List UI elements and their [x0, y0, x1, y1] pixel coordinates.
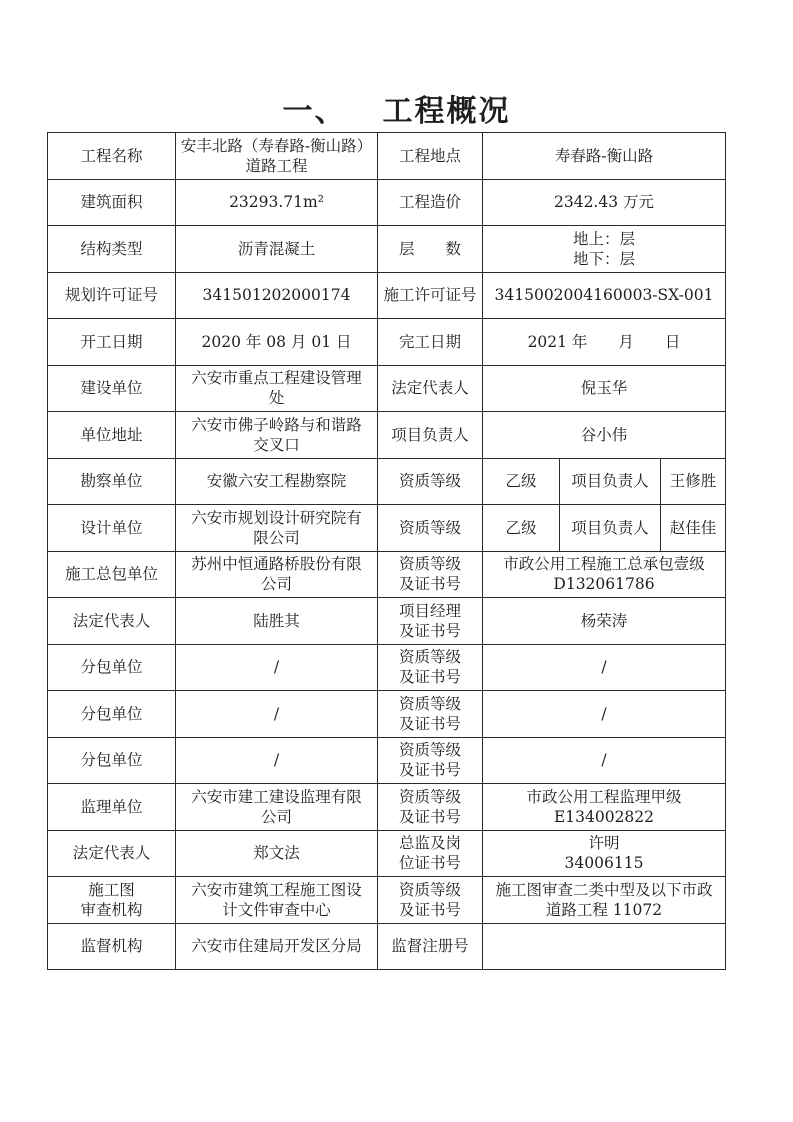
value-floors: 地上：层 地下：层	[483, 226, 726, 273]
value-project-location: 寿春路-衡山路	[483, 133, 726, 180]
row-structure-type	[48, 226, 726, 273]
label-subcontractor: 分包单位	[48, 644, 176, 691]
label-chief-supervisor: 总监及岗 位证书号	[378, 830, 483, 877]
value-general-contractor: 苏州中恒通路桥股份有限 公司	[176, 551, 378, 598]
label-survey-pm: 项目负责人	[560, 458, 661, 505]
value-project-manager: 杨荣涛	[483, 598, 726, 645]
label-survey-unit: 勘察单位	[48, 458, 176, 505]
label-planning-permit: 规划许可证号	[48, 272, 176, 319]
label-start-date: 开工日期	[48, 319, 176, 366]
row-supervision-legal-rep	[48, 830, 726, 877]
label-sub-qualification: 资质等级 及证书号	[378, 644, 483, 691]
label-supervision-qualification: 资质等级 及证书号	[378, 784, 483, 831]
row-project-name	[48, 133, 726, 180]
label-project-manager: 项目经理 及证书号	[378, 598, 483, 645]
label-construction-permit: 施工许可证号	[378, 272, 483, 319]
value-contractor-legal-rep: 陆胜其	[176, 598, 378, 645]
label-design-grade: 资质等级	[378, 505, 483, 552]
row-subcontractor-1	[48, 644, 726, 691]
label-project-lead: 项目负责人	[378, 412, 483, 459]
label-general-contractor: 施工总包单位	[48, 551, 176, 598]
row-supervisory-agency	[48, 923, 726, 970]
value-chief-supervisor: 许明 34006115	[483, 830, 726, 877]
row-planning-permit	[48, 272, 726, 319]
value-contractor-qualification: 市政公用工程施工总承包壹级 D132061786	[483, 551, 726, 598]
value-construction-permit: 3415002004160003-SX-001	[483, 272, 726, 319]
row-survey-unit	[48, 458, 726, 505]
row-developer	[48, 365, 726, 412]
value-survey-pm: 王修胜	[661, 458, 726, 505]
value-building-area: 23293.71m²	[176, 179, 378, 226]
value-supervision-qualification: 市政公用工程监理甲级 E134002822	[483, 784, 726, 831]
value-completion-date: 2021 年 月 日	[483, 319, 726, 366]
row-subcontractor-3	[48, 737, 726, 784]
label-registration-number: 监督注册号	[378, 923, 483, 970]
value-subcontractor: /	[176, 737, 378, 784]
label-survey-grade: 资质等级	[378, 458, 483, 505]
label-supervision-legal-rep: 法定代表人	[48, 830, 176, 877]
label-address: 单位地址	[48, 412, 176, 459]
label-building-area: 建筑面积	[48, 179, 176, 226]
label-structure-type: 结构类型	[48, 226, 176, 273]
row-contractor-legal-rep	[48, 598, 726, 645]
value-project-name: 安丰北路（寿春路-衡山路） 道路工程	[176, 133, 378, 180]
row-building-area	[48, 179, 726, 226]
value-review-qualification: 施工图审查二类中型及以下市政 道路工程 11072	[483, 877, 726, 924]
value-sub-qualification: /	[483, 644, 726, 691]
value-sub-qualification: /	[483, 737, 726, 784]
value-drawing-review: 六安市建筑工程施工图设 计文件审查中心	[176, 877, 378, 924]
row-subcontractor-2	[48, 691, 726, 738]
value-design-unit: 六安市规划设计研究院有 限公司	[176, 505, 378, 552]
value-start-date: 2020 年 08 月 01 日	[176, 319, 378, 366]
value-planning-permit: 341501202000174	[176, 272, 378, 319]
value-structure-type: 沥青混凝土	[176, 226, 378, 273]
label-design-unit: 设计单位	[48, 505, 176, 552]
section-number: 一、	[282, 94, 347, 129]
value-project-lead: 谷小伟	[483, 412, 726, 459]
row-general-contractor	[48, 551, 726, 598]
row-address	[48, 412, 726, 459]
project-overview-table	[47, 132, 726, 970]
label-review-qualification: 资质等级 及证书号	[378, 877, 483, 924]
value-developer: 六安市重点工程建设管理 处	[176, 365, 378, 412]
row-design-unit	[48, 505, 726, 552]
value-survey-grade: 乙级	[483, 458, 560, 505]
row-start-date	[48, 319, 726, 366]
value-design-pm: 赵佳佳	[661, 505, 726, 552]
label-sub-qualification: 资质等级 及证书号	[378, 737, 483, 784]
section-title: 工程概况	[382, 94, 511, 129]
label-developer: 建设单位	[48, 365, 176, 412]
value-sub-qualification: /	[483, 691, 726, 738]
label-design-pm: 项目负责人	[560, 505, 661, 552]
label-legal-rep: 法定代表人	[378, 365, 483, 412]
value-supervision-unit: 六安市建工建设监理有限 公司	[176, 784, 378, 831]
label-floors: 层 数	[378, 226, 483, 273]
value-project-cost: 2342.43 万元	[483, 179, 726, 226]
value-legal-rep: 倪玉华	[483, 365, 726, 412]
label-completion-date: 完工日期	[378, 319, 483, 366]
value-subcontractor: /	[176, 644, 378, 691]
label-subcontractor: 分包单位	[48, 737, 176, 784]
label-drawing-review: 施工图 审查机构	[48, 877, 176, 924]
label-subcontractor: 分包单位	[48, 691, 176, 738]
label-supervision-unit: 监理单位	[48, 784, 176, 831]
label-project-cost: 工程造价	[378, 179, 483, 226]
label-contractor-legal-rep: 法定代表人	[48, 598, 176, 645]
label-sub-qualification: 资质等级 及证书号	[378, 691, 483, 738]
value-supervisory-agency: 六安市住建局开发区分局	[176, 923, 378, 970]
value-design-grade: 乙级	[483, 505, 560, 552]
value-survey-unit: 安徽六安工程勘察院	[176, 458, 378, 505]
label-contractor-qualification: 资质等级 及证书号	[378, 551, 483, 598]
page-title	[0, 86, 793, 130]
value-registration-number	[483, 923, 726, 970]
value-address: 六安市佛子岭路与和谐路 交叉口	[176, 412, 378, 459]
label-project-location: 工程地点	[378, 133, 483, 180]
label-project-name: 工程名称	[48, 133, 176, 180]
row-supervision-unit	[48, 784, 726, 831]
value-subcontractor: /	[176, 691, 378, 738]
value-supervision-legal-rep: 郑文法	[176, 830, 378, 877]
row-drawing-review	[48, 877, 726, 924]
label-supervisory-agency: 监督机构	[48, 923, 176, 970]
